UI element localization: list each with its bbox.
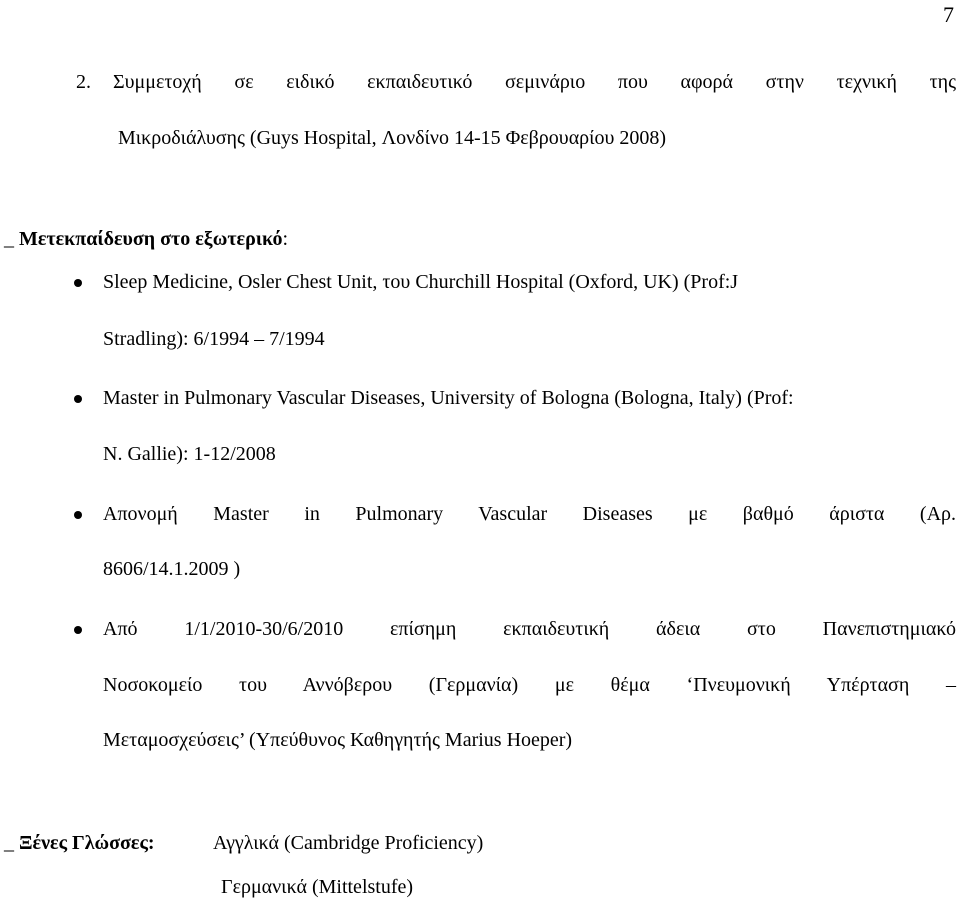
bullet-4-line-1: Από 1/1/2010-30/6/2010 επίσημη εκπαιδευτική άδεια στο Πανεπιστημιακό [103, 618, 956, 640]
heading-colon: : [282, 228, 289, 250]
bullet-4-line-2: Νοσοκομείο του Αννόβερου (Γερμανία) με θέμα ‘Πνευμονική Υπέρταση – [103, 674, 956, 696]
bullet-marker [74, 511, 82, 519]
bullet-marker [74, 279, 82, 287]
item-number: 2. [76, 71, 91, 93]
bullet-4-line-3: Μεταμοσχεύσεις’ (Υπεύθυνος Καθηγητής Marius Hoeper) [103, 729, 573, 751]
heading-prefix: _ [4, 832, 14, 854]
item2-line-2: Μικροδιάλυσης (Guys Hospital, Λονδίνο 14-15 Φεβρουαρίου 2008) [118, 127, 667, 149]
bullet-3-line-2: 8606/14.1.2009 ) [103, 558, 241, 580]
language-item: Γερμανικά (Mittelstufe) [221, 876, 414, 898]
section-heading-languages [4, 832, 155, 855]
bullet-3-line-1: Απονομή Master in Pulmonary Vascular Diseases με βαθμό άριστα (Αρ. [103, 503, 956, 525]
item2-line-1: Συμμετοχή σε ειδικό εκπαιδευτικό σεμινάριο που αφορά στην τεχνική της [113, 71, 956, 93]
page-number: 7 [943, 2, 954, 27]
heading-title: Μετεκπαίδευση στο εξωτερικό [19, 228, 283, 250]
heading-colon: : [147, 832, 155, 854]
bullet-marker [74, 395, 82, 403]
heading-prefix: _ [4, 228, 14, 250]
bullet-1-line-2: Stradling): 6/1994 – 7/1994 [103, 328, 325, 350]
language-item: Αγγλικά (Cambridge Proficiency) [213, 832, 484, 854]
section-heading-abroad [4, 228, 288, 251]
bullet-2-line-2: N. Gallie): 1-12/2008 [103, 443, 276, 465]
bullet-1-line-1: Sleep Medicine, Osler Chest Unit, του Churchill Hospital (Oxford, UK) (Prof:J [103, 271, 739, 293]
bullet-marker [74, 626, 82, 634]
heading-title: Ξένες Γλώσσες [19, 832, 148, 854]
bullet-2-line-1: Master in Pulmonary Vascular Diseases, University of Bologna (Bologna, Italy) (Prof: [103, 387, 794, 409]
